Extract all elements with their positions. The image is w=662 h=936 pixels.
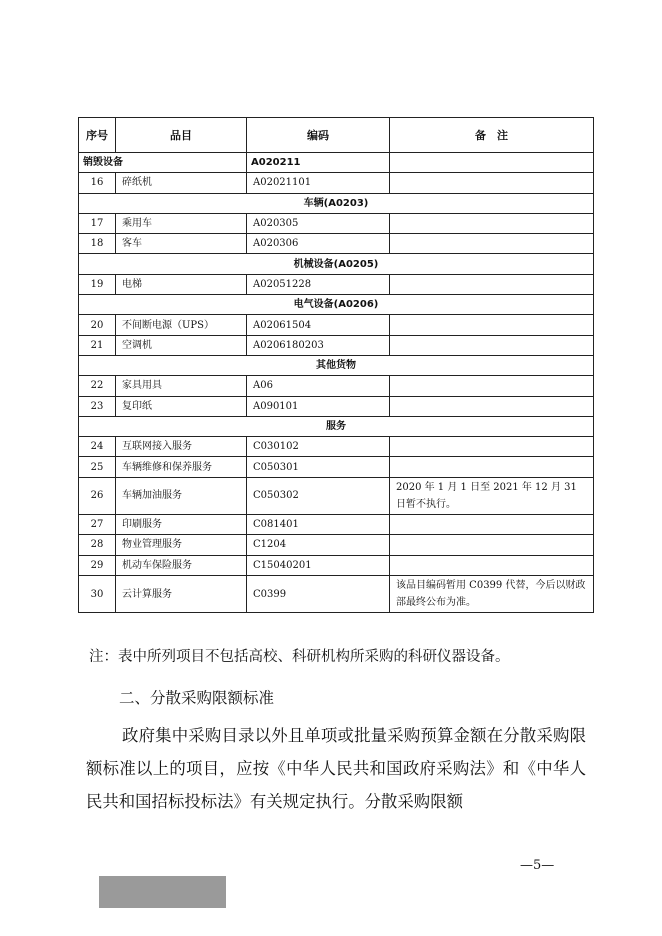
group-label: 车辆(A0203) [79,193,594,213]
cell-remark [390,213,594,233]
table-group-row [79,295,594,315]
cell-seq: 25 [79,457,116,477]
cell-code: C081401 [247,515,390,535]
cell-seq: 21 [79,335,116,355]
cell-code: A020305 [247,213,390,233]
cell-remark: 2020 年 1 月 1 日至 2021 年 12 月 31 日暂不执行。 [390,477,594,514]
header-item: 品目 [116,118,247,153]
cell-remark [390,335,594,355]
table-group-row [79,355,594,375]
cell-item: 印刷服务 [116,515,247,535]
table-row [79,315,594,335]
cell-item: 空调机 [116,335,247,355]
table-footnote: 注：表中所列项目不包括高校、科研机构所采购的科研仪器设备。 [89,649,510,665]
cell-item: 车辆维修和保养服务 [116,457,247,477]
cell-item: 客车 [116,234,247,254]
table-row [79,396,594,416]
scan-redaction-block [99,876,226,908]
cell-code: A020306 [247,234,390,254]
table-row [79,477,594,514]
cell-remark: 该品目编码暂用 C0399 代替，今后以财政部最终公布为准。 [390,575,594,612]
cell-seq: 22 [79,376,116,396]
cell-item: 云计算服务 [116,575,247,612]
header-code: 编码 [247,118,390,153]
cell-seq: 24 [79,437,116,457]
cell-code: A02021101 [247,173,390,193]
cell-item: 家具用具 [116,376,247,396]
procurement-catalog-table [78,117,594,613]
section-paragraph: 政府集中采购目录以外且单项或批量采购预算金额在分散采购限额标准以上的项目，应按《中华人民共和国政府采购法》和《中华人民共和国招标投标法》有关规定执行。分散采购限额 [86,726,586,811]
cell-remark [390,555,594,575]
cell-remark [390,274,594,294]
cell-code: C1204 [247,535,390,555]
cell-code: A090101 [247,396,390,416]
cell-seq: 23 [79,396,116,416]
header-seq: 序号 [79,118,116,153]
cell-remark [390,396,594,416]
table-row [79,274,594,294]
cell-seq: 20 [79,315,116,335]
cell-remark [390,173,594,193]
cell-code: A0206180203 [247,335,390,355]
cell-item: 车辆加油服务 [116,477,247,514]
cell-item: 不间断电源（UPS） [116,315,247,335]
cell-code: C0399 [247,575,390,612]
group-label: 电气设备(A0206) [79,295,594,315]
table-row [79,437,594,457]
category-code: A020211 [247,153,390,173]
table-row [79,213,594,233]
table-row [79,555,594,575]
group-label: 机械设备(A0205) [79,254,594,274]
table-group-row [79,254,594,274]
cell-item: 物业管理服务 [116,535,247,555]
cell-code: C050302 [247,477,390,514]
cell-code: A02051228 [247,274,390,294]
cell-seq: 18 [79,234,116,254]
table-row [79,515,594,535]
cell-seq: 16 [79,173,116,193]
group-label: 其他货物 [79,355,594,375]
category-label: 销毁设备 [79,153,247,173]
cell-remark [390,234,594,254]
group-label: 服务 [79,416,594,436]
cell-seq: 26 [79,477,116,514]
cell-item: 乘用车 [116,213,247,233]
cell-remark [390,437,594,457]
cell-seq: 27 [79,515,116,535]
cell-remark [390,515,594,535]
cell-remark [390,376,594,396]
cell-remark [390,457,594,477]
section-heading: 二、分散采购限额标准 [119,689,275,707]
cell-item: 复印纸 [116,396,247,416]
cell-code: A02061504 [247,315,390,335]
table-row [79,173,594,193]
table-row [79,457,594,477]
category-remark [390,153,594,173]
cell-item: 电梯 [116,274,247,294]
table-row [79,335,594,355]
page-number: —5— [520,858,555,873]
table-category-row [79,153,594,173]
table-body [79,153,594,613]
cell-item: 碎纸机 [116,173,247,193]
cell-seq: 28 [79,535,116,555]
header-remark: 备 注 [390,118,594,153]
cell-remark [390,315,594,335]
table-row [79,376,594,396]
cell-seq: 19 [79,274,116,294]
table-row [79,234,594,254]
cell-seq: 29 [79,555,116,575]
cell-remark [390,535,594,555]
table-row [79,535,594,555]
cell-code: C030102 [247,437,390,457]
table-group-row [79,416,594,436]
cell-item: 互联网接入服务 [116,437,247,457]
table-header-row [79,118,594,153]
cell-code: C050301 [247,457,390,477]
cell-item: 机动车保险服务 [116,555,247,575]
cell-seq: 30 [79,575,116,612]
table-group-row [79,193,594,213]
table-row [79,575,594,612]
cell-code: A06 [247,376,390,396]
cell-code: C15040201 [247,555,390,575]
cell-seq: 17 [79,213,116,233]
